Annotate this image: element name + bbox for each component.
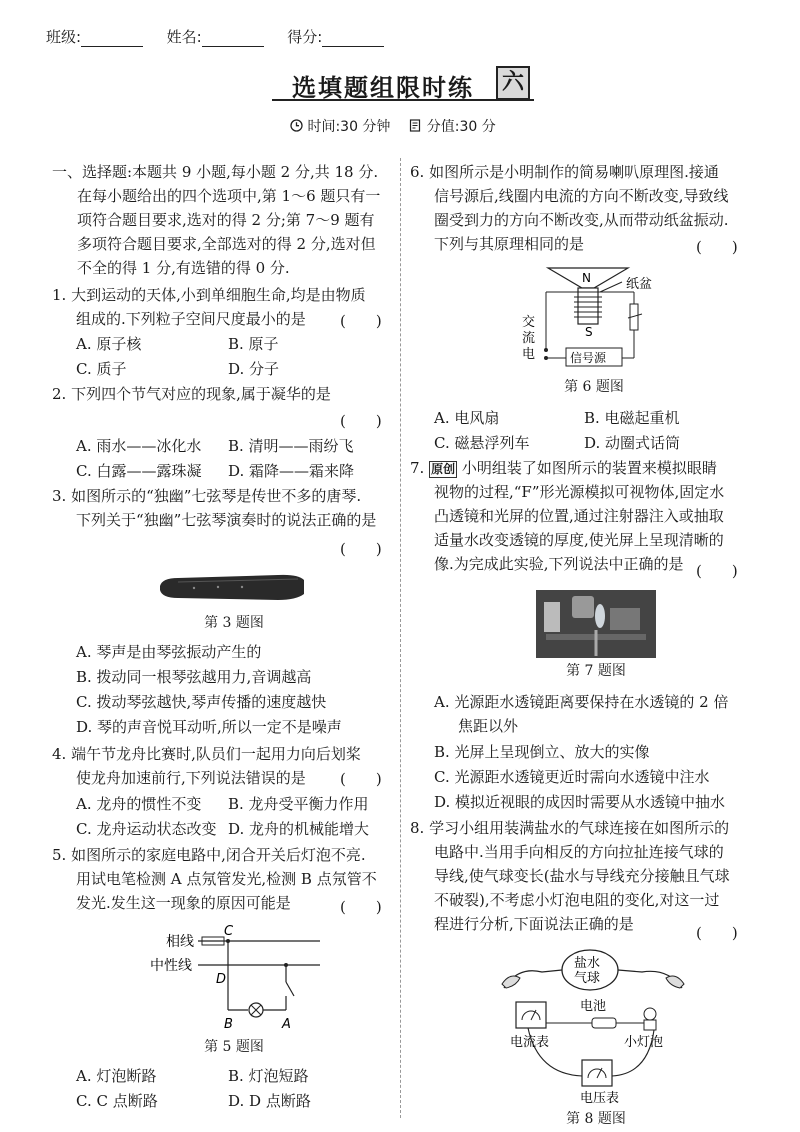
figure-caption: 第 6 题图: [564, 379, 624, 395]
question-1: [52, 283, 366, 331]
option-b[interactable]: B. 拨动同一根琴弦越用力,音调越高: [76, 668, 312, 686]
label-live: 相线: [166, 934, 194, 950]
question-text: 用试电笔检测 A 点氖管发光,检测 B 点氖管不: [76, 870, 377, 888]
header-fields: [46, 26, 384, 47]
question-3: [52, 484, 376, 532]
score-field[interactable]: [322, 28, 384, 47]
option-a[interactable]: A. 光源距水透镜距离要保持在水透镜的 2 倍: [434, 693, 729, 711]
question-text: 6. 如图所示是小明制作的简易喇叭原理图.接通: [410, 163, 719, 181]
question-text: 5. 如图所示的家庭电路中,闭合开关后灯泡不亮.: [52, 846, 366, 864]
option-b[interactable]: B. 光屏上呈现倒立、放大的实像: [434, 743, 650, 761]
figure-caption: 第 7 题图: [566, 663, 626, 679]
meta-line: [290, 116, 496, 136]
option-b[interactable]: B. 龙舟受平衡力作用: [228, 795, 369, 813]
label-s: S: [585, 325, 593, 339]
label-cone: 纸盆: [626, 277, 653, 292]
option-d[interactable]: D. 动圈式话筒: [584, 434, 681, 452]
label-battery: 电池: [580, 999, 607, 1014]
answer-paren[interactable]: ( ): [340, 540, 382, 558]
guqin-image: [158, 572, 308, 608]
title-block: [272, 66, 534, 100]
question-text: 凸透镜和光屏的位置,通过注射器注入或抽取: [434, 507, 724, 525]
option-c[interactable]: C. 拨动琴弦越快,琴声传播的速度越快: [76, 693, 327, 711]
label-d: D: [216, 972, 227, 987]
question-text: 组成的.下列粒子空间尺度最小的是: [76, 310, 306, 328]
score-label: 得分:: [287, 28, 323, 46]
label-neutral: 中性线: [150, 958, 192, 974]
label-b: B: [224, 1017, 233, 1032]
question-7: [410, 456, 724, 576]
option-d[interactable]: D. 分子: [228, 360, 280, 378]
question-text: 程进行分析,下面说法正确的是: [434, 915, 634, 933]
name-label: 姓名:: [166, 28, 202, 46]
question-text: 下列关于“独幽”七弦琴演奏时的说法正确的是: [76, 511, 377, 529]
label-bulb: 小灯泡: [624, 1035, 664, 1050]
answer-paren[interactable]: ( ): [696, 238, 738, 256]
label-signal-source: 信号源: [570, 351, 607, 365]
answer-paren[interactable]: ( ): [696, 924, 738, 942]
label-balloon: 气球: [574, 971, 601, 986]
title-underline: [272, 99, 534, 101]
option-c[interactable]: C. 磁悬浮列车: [434, 434, 530, 452]
option-c[interactable]: C. 光源距水透镜更近时需向水透镜中注水: [434, 768, 710, 786]
option-d[interactable]: D. 模拟近视眼的成因时需要从水透镜中抽水: [434, 793, 726, 811]
answer-paren[interactable]: ( ): [696, 562, 738, 580]
option-d[interactable]: D. 琴的声音悦耳动听,所以一定不是噪声: [76, 718, 342, 736]
option-d[interactable]: D. 霜降——霜来降: [228, 462, 355, 480]
title-badge: 六: [496, 66, 530, 100]
option-b[interactable]: B. 原子: [228, 335, 279, 353]
option-d[interactable]: D. D 点断路: [228, 1092, 311, 1110]
question-text: 电路中.当用手向相反的方向拉扯连接气球的: [434, 843, 724, 861]
option-a[interactable]: A. 龙舟的惯性不变: [76, 795, 202, 813]
option-a[interactable]: A. 琴声是由琴弦振动产生的: [76, 643, 262, 661]
question-text: 信号源后,线圈内电流的方向不断改变,导致线: [434, 187, 729, 205]
question-8: [410, 816, 730, 936]
option-c[interactable]: C. 质子: [76, 360, 127, 378]
question-5: [52, 843, 377, 915]
clock-icon: [290, 119, 303, 135]
figure-caption: 第 3 题图: [204, 615, 264, 631]
instruction-line: 一、选择题:本题共 9 小题,每小题 2 分,共 18 分.: [52, 163, 379, 181]
class-field[interactable]: [81, 28, 143, 47]
class-label: 班级:: [46, 28, 82, 46]
question-text: 下列与其原理相同的是: [434, 235, 585, 253]
label-ac: 流: [522, 331, 536, 346]
experiment-photo-q7: [536, 590, 656, 658]
option-a[interactable]: A. 电风扇: [434, 409, 500, 427]
question-text: 像.为完成此实验,下列说法中正确的是: [434, 555, 684, 573]
question-text: 导线,使气球变长(盐水与导线充分接触且气球: [434, 867, 730, 885]
question-number: 7.: [410, 459, 425, 477]
instruction-line: 多项符合题目要求,全部选对的得 2 分,选对但: [77, 235, 376, 253]
column-divider: [400, 158, 401, 1118]
option-c[interactable]: C. 龙舟运动状态改变: [76, 820, 217, 838]
question-text: 圈受到力的方向不断改变,从而带动纸盆振动.: [434, 211, 729, 229]
option-b[interactable]: B. 电磁起重机: [584, 409, 680, 427]
label-ammeter: 电流表: [510, 1035, 550, 1050]
option-b[interactable]: B. 灯泡短路: [228, 1067, 309, 1085]
question-text: 视物的过程,“F”形光源模拟可视物体,固定水: [434, 483, 725, 501]
original-tag: 原创: [431, 462, 456, 476]
option-a[interactable]: A. 雨水——冰化水: [76, 437, 202, 455]
circuit-illustration-q8: [498, 948, 698, 1114]
score-sheet-icon: [409, 119, 422, 135]
time-text: 时间:30 分钟: [307, 119, 391, 135]
section-instructions: [52, 160, 392, 280]
question-text: 3. 如图所示的“独幽”七弦琴是传世不多的唐琴.: [52, 487, 362, 505]
option-a[interactable]: A. 灯泡断路: [76, 1067, 157, 1085]
circuit-diagram-q5: [150, 922, 330, 1038]
instruction-line: 不全的得 1 分,有选错的得 0 分.: [77, 259, 290, 277]
option-a-continued: 焦距以外: [458, 717, 519, 735]
question-text: 4. 端午节龙舟比赛时,队员们一起用力向后划桨: [52, 745, 361, 763]
question-2-text: 2. 下列四个节气对应的现象,属于凝华的是: [52, 385, 331, 403]
option-c[interactable]: C. C 点断路: [76, 1092, 158, 1110]
score-text: 分值:30 分: [426, 119, 496, 135]
label-c: C: [224, 924, 234, 939]
label-ac: 电: [522, 347, 536, 362]
question-4: [52, 742, 361, 790]
option-c[interactable]: C. 白露——露珠凝: [76, 462, 202, 480]
answer-paren[interactable]: ( ): [340, 898, 382, 916]
label-balloon: 盐水: [574, 956, 601, 971]
answer-paren[interactable]: ( ): [340, 312, 382, 330]
question-text: 小明组装了如图所示的装置来模拟眼睛: [461, 459, 717, 477]
option-d[interactable]: D. 龙舟的机械能增大: [228, 820, 370, 838]
figure-caption: 第 5 题图: [204, 1039, 264, 1055]
question-text: 8. 学习小组用装满盐水的气球连接在如图所示的: [410, 819, 730, 837]
question-text: 发光.发生这一现象的原因可能是: [76, 894, 291, 912]
name-field[interactable]: [202, 28, 264, 47]
question-text: 适量水改变透镜的厚度,使光屏上呈现清晰的: [434, 531, 724, 549]
option-a[interactable]: A. 原子核: [76, 335, 142, 353]
answer-paren[interactable]: ( ): [340, 412, 382, 430]
figure-caption: 第 8 题图: [566, 1111, 626, 1127]
label-a: A: [282, 1017, 291, 1032]
question-text: 1. 大到运动的天体,小到单细胞生命,均是由物质: [52, 286, 366, 304]
instruction-line: 在每小题给出的四个选项中,第 1～6 题只有一: [77, 187, 381, 205]
label-voltmeter: 电压表: [580, 1091, 620, 1106]
speaker-diagram-q6: [516, 262, 696, 378]
page-title: 选填题组限时练: [292, 74, 474, 102]
option-b[interactable]: B. 清明——雨纷飞: [228, 437, 354, 455]
question-text: 不破裂),不考虑小灯泡电阻的变化,对这一过: [434, 891, 720, 909]
question-6: [410, 160, 729, 256]
label-ac: 交: [522, 315, 536, 330]
instruction-line: 项符合题目要求,选对的得 2 分;第 7～9 题有: [77, 211, 375, 229]
label-n: N: [582, 271, 591, 285]
answer-paren[interactable]: ( ): [340, 770, 382, 788]
question-text: 使龙舟加速前行,下列说法错误的是: [76, 769, 306, 787]
